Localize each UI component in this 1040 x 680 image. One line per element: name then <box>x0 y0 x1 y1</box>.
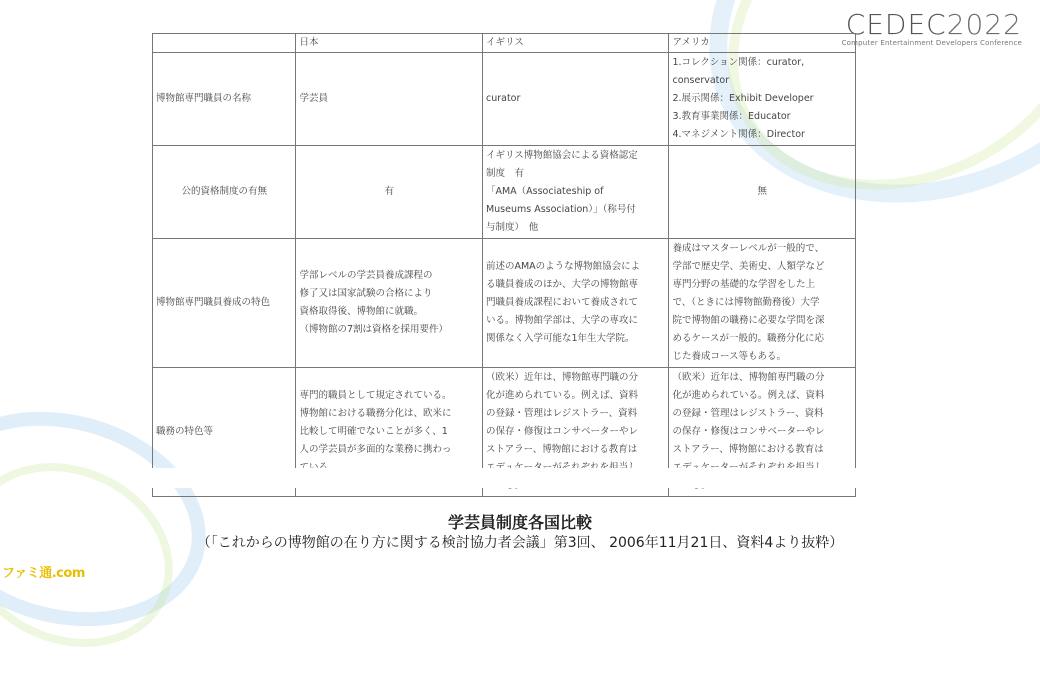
header-cell: 日本 <box>296 34 483 53</box>
table-cell: 専門的職員として規定されている。 博物館における職務分化は、欧米に 比較して明確でないことが多く、1 人の学芸員が多面的な業務に携わっ <box>296 368 483 497</box>
header-cell: アメリカ <box>669 34 856 53</box>
table-row <box>153 53 856 146</box>
row-label: 博物館専門職員の名称 <box>153 53 296 146</box>
table-row <box>153 239 856 368</box>
table-header-row <box>153 34 856 53</box>
row-label: 職務の特色等 <box>153 368 296 497</box>
table-cell: 前述のAMAのような博物館協会によ る職員養成のほか、大学の博物館専 門職員養成課程において養成されて いる。博物館学部は、大学の専攻に 関係なく入学可能な1年生大学院。 <box>482 239 669 368</box>
caption-source: （「これからの博物館の在り方に関する検討協力者会議」第3回、 2006年11月21日、資料4より抜粋） <box>196 535 844 551</box>
row-label: 公的資格制度の有無 <box>153 146 296 239</box>
table-crop-edge <box>150 468 860 488</box>
table-row <box>153 146 856 239</box>
table-cell: 学芸員 <box>296 53 483 146</box>
table-cell: （欧米）近年は、博物館専門職の分 化が進められている。例えば、資料 の登録・管理はレジストラー、資料 の保存・修復はコンサベーターやレ ストアラー、博物館における教育は <box>482 368 669 497</box>
table-cell: 無 <box>669 146 856 239</box>
header-cell <box>153 34 296 53</box>
table-cell: 1.コレクション関係：curator, conservator 2.展示関係：Exhibit Developer 3.教育事業関係：Educator 4.マネジメント関係：Director <box>669 53 856 146</box>
cedec-logo <box>842 8 1022 47</box>
comparison-table <box>152 33 856 497</box>
row-label: 博物館専門職員養成の特色 <box>153 239 296 368</box>
table-cell: curator <box>482 53 669 146</box>
logo-wordmark: CEDEC2022 <box>845 8 1022 41</box>
table-cell: イギリス博物館協会による資格認定 制度 有 「AMA（Associateship of Museums Association）」（称号付 与制度） 他 <box>482 146 669 239</box>
table-cell: 有 <box>296 146 483 239</box>
header-cell: イギリス <box>482 34 669 53</box>
caption-title: 学芸員制度各国比較 <box>447 513 592 532</box>
table-cell: （欧米）近年は、博物館専門職の分 化が進められている。例えば、資料 の登録・管理はレジストラー、資料 の保存・修復はコンサベーターやレ ストアラー、博物館における教育は <box>669 368 856 497</box>
famitsu-watermark: ファミ通.com <box>2 566 85 581</box>
table-cell: 学部レベルの学芸員養成課程の 修了又は国家試験の合格により 資格取得後、博物館に就職。 （博物館の7割は資格を採用要件） <box>296 239 483 368</box>
logo-subtitle: Computer Entertainment Developers Conference <box>841 39 1022 47</box>
table-cell: 養成はマスターレベルが一般的で、 学部で歴史学、美術史、人類学など 専門分野の基礎的な学習をした上 で、（ときには博物館勤務後）大学 院で博物館の職務に必要な学問を深 めるケースが一般的。職務分化に応 じた養成コース等もある。 <box>669 239 856 368</box>
